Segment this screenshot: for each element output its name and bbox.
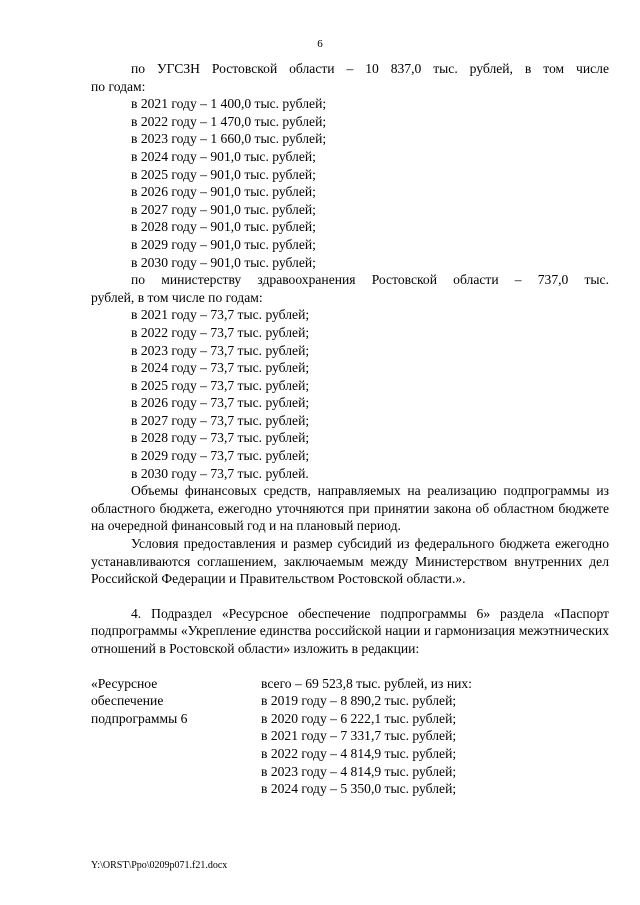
resource-table (91, 675, 609, 798)
list-item: в 2025 году – 73,7 тыс. рублей; (131, 377, 310, 393)
list-item: в 2021 году – 7 331,7 тыс. рублей; (261, 728, 457, 744)
resource-table-values (261, 675, 609, 798)
list-item: в 2030 году – 73,7 тыс. рублей. (131, 465, 309, 481)
list-item: в 2022 году – 1 470,0 тыс. рублей; (131, 113, 327, 129)
list-item: в 2019 году – 8 890,2 тыс. рублей; (261, 693, 457, 709)
list-item: в 2023 году – 1 660,0 тыс. рублей; (131, 131, 327, 147)
list-item: в 2030 году – 901,0 тыс. рублей; (131, 254, 316, 270)
health-intro-line-2: рублей, в том числе по годам: (91, 289, 263, 305)
list-item: в 2028 году – 901,0 тыс. рублей; (131, 219, 316, 235)
footer-file-path: Y:\ORST\Ppo\0209p071.f21.docx (91, 860, 228, 871)
list-item: в 2020 году – 6 222,1 тыс. рублей; (261, 710, 457, 726)
label-line: обеспечение (91, 693, 164, 709)
label-line: подпрограммы 6 (91, 710, 188, 726)
list-item: в 2022 году – 4 814,9 тыс. рублей; (261, 745, 457, 761)
list-item: в 2027 году – 901,0 тыс. рублей; (131, 201, 316, 217)
ugszn-year-list (91, 95, 609, 271)
list-item: в 2026 году – 901,0 тыс. рублей; (131, 184, 316, 200)
list-item: в 2029 году – 901,0 тыс. рублей; (131, 236, 316, 252)
resource-table-label (91, 675, 261, 798)
list-item: в 2024 году – 901,0 тыс. рублей; (131, 148, 316, 164)
list-item: в 2026 году – 73,7 тыс. рублей; (131, 395, 310, 411)
conditions-paragraph: Условия предоставления и размер субсидий из федерального бюджета ежегодно устанавливаются соглашением, заключаемым между Министерством внутренних дел Российской Федерации и Правительством Ростовской области.». (91, 536, 609, 587)
list-item: в 2021 году – 1 400,0 тыс. рублей; (131, 96, 327, 112)
ugszn-intro-line-2: по годам: (91, 78, 146, 94)
paragraph-gap (91, 588, 609, 605)
list-item: в 2022 году – 73,7 тыс. рублей; (131, 324, 310, 340)
list-item: в 2021 году – 73,7 тыс. рублей; (131, 307, 310, 323)
list-item: в 2027 году – 73,7 тыс. рублей; (131, 412, 310, 428)
section4-paragraph: 4. Подраздел «Ресурсное обеспечение подпрограммы 6» раздела «Паспорт подпрограммы «Укрепление единства российской нации и гармонизация межэтнических отношений в Ростовской области» изложить в редакции: (91, 605, 609, 656)
health-intro-line: по министерству здравоохранения Ростовской области – 737,0 тыс. (131, 272, 609, 288)
list-item: в 2023 году – 73,7 тыс. рублей; (131, 342, 310, 358)
list-item: в 2024 году – 73,7 тыс. рублей; (131, 360, 310, 376)
list-item: в 2028 году – 73,7 тыс. рублей; (131, 430, 310, 446)
document-body (91, 60, 609, 798)
health-year-list (91, 306, 609, 482)
list-item: в 2023 году – 4 814,9 тыс. рублей; (261, 763, 457, 779)
list-item: в 2024 году – 5 350,0 тыс. рублей; (261, 781, 457, 797)
list-item: в 2029 году – 73,7 тыс. рублей; (131, 448, 310, 464)
list-item: в 2025 году – 901,0 тыс. рублей; (131, 166, 316, 182)
label-line: «Ресурсное (91, 675, 158, 691)
page-number: 6 (317, 38, 323, 50)
paragraph-gap (91, 658, 609, 675)
resource-total: всего – 69 523,8 тыс. рублей, из них: (261, 675, 472, 691)
ugszn-intro-line: по УГСЗН Ростовской области – 10 837,0 тыс. рублей, в том числе (131, 61, 609, 76)
volumes-paragraph: Объемы финансовых средств, направляемых на реализацию подпрограммы из областного бюджета, ежегодно уточняются при принятии закона об областном бюджете на очередной финансовый год и на плановый период. (91, 483, 609, 534)
